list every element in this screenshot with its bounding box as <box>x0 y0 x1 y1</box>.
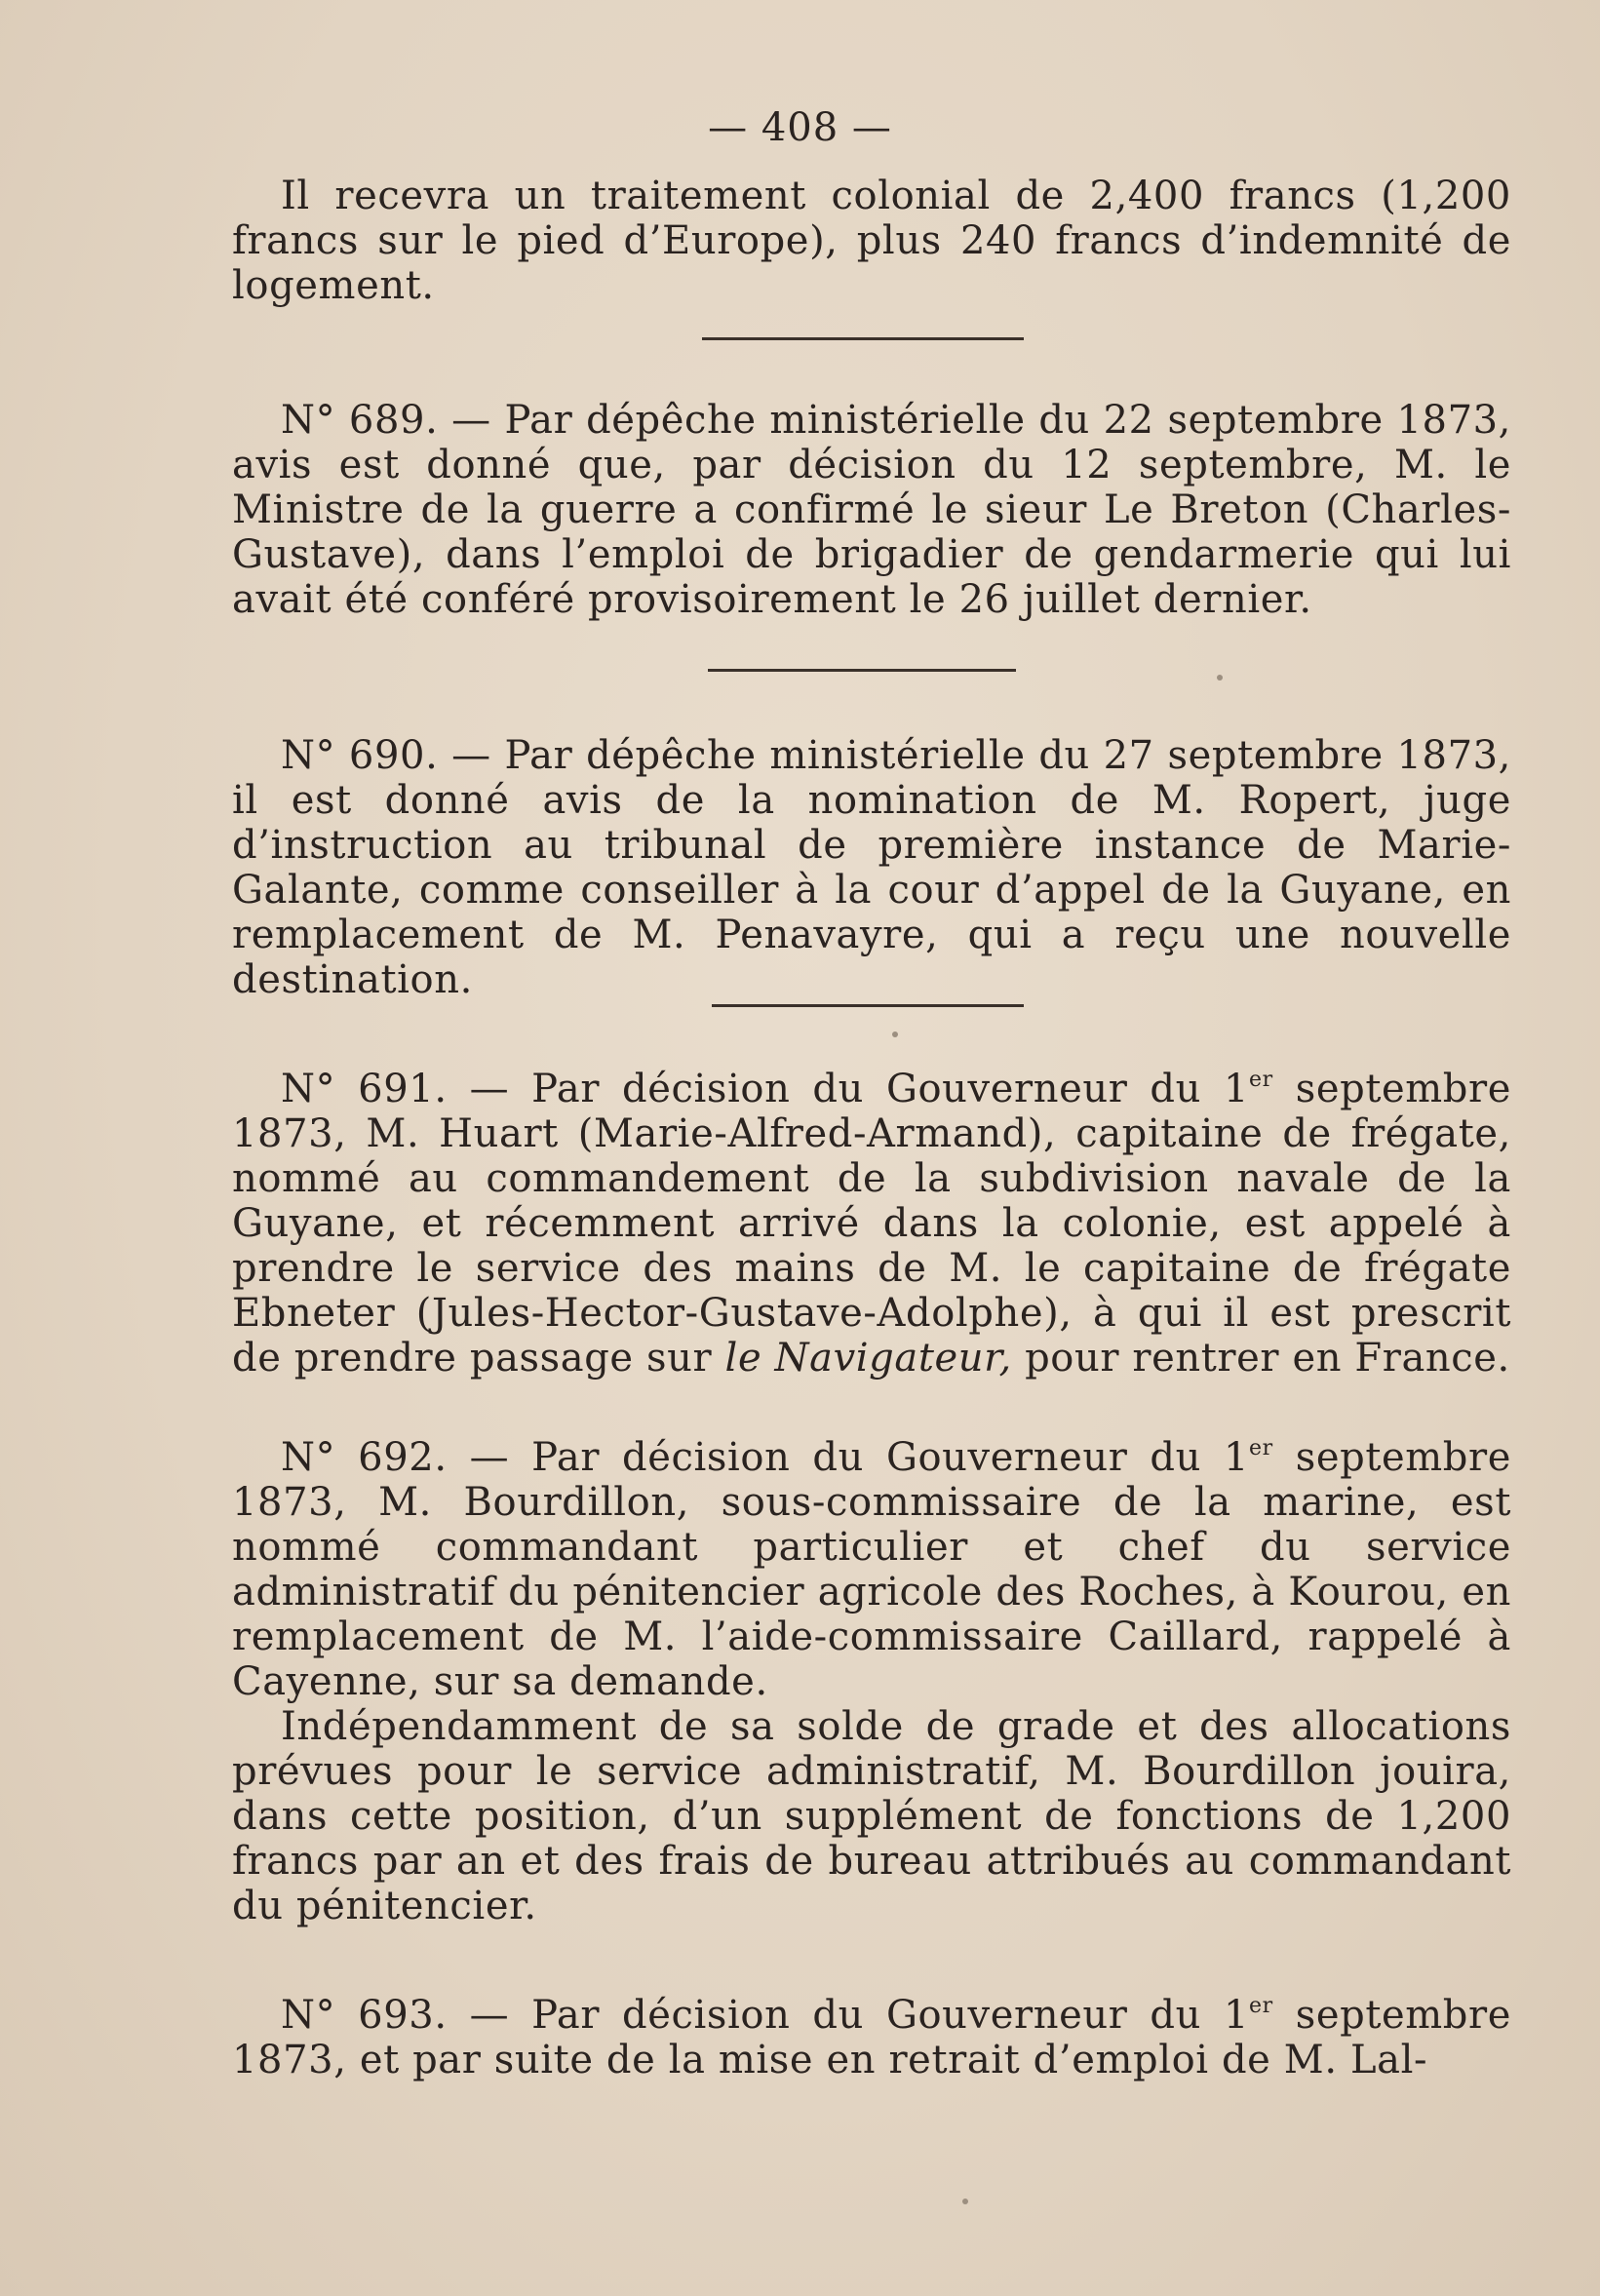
paragraph-689 <box>232 398 1511 622</box>
paragraph-691-lead: N° 691. — Par décision du Gouverneur du 1 <box>281 1067 1249 1111</box>
paragraph-692-lead: N° 692. — Par décision du Gouverneur du 1 <box>281 1435 1249 1480</box>
paragraph-691 <box>232 1067 1511 1381</box>
paragraph-intro <box>232 174 1511 308</box>
paragraph-691-tail: pour rentrer en France. <box>1011 1336 1510 1381</box>
paragraph-intro-text: Il recevra un traitement colonial de 2,400 francs (1,200 francs sur le pied d’Europe), plus 240 francs d’indemnité de logement. <box>232 174 1511 308</box>
paragraph-692-continuation: Indépendamment de sa solde de grade et des allocations prévues pour le service administratif, M. Bourdillon jouira, dans cette position, d’un supplément de fonctions de 1,200 francs par an et des frais de bureau attribués au commandant du pénitencier. <box>232 1704 1511 1928</box>
paper-speck <box>892 1031 898 1037</box>
separator-rule <box>702 337 1024 340</box>
separator-rule <box>708 669 1016 672</box>
paragraph-692-sup: er <box>1249 1436 1273 1460</box>
paragraph-689-text: N° 689. — Par dépêche ministérielle du 22 septembre 1873, avis est donné que, par décision du 12 septembre, M. le Ministre de la guerre a confirmé le sieur Le Breton (Charles-Gustave), dans l’emploi de brigadier de gendarmerie qui lui avait été conféré provisoirement le 26 juillet dernier. <box>232 398 1511 622</box>
paragraph-693-text <box>232 1993 1511 2082</box>
paragraph-692 <box>232 1435 1511 1928</box>
separator-rule <box>712 1004 1024 1007</box>
paragraph-693 <box>232 1993 1511 2082</box>
paragraph-691-sup: er <box>1249 1068 1273 1092</box>
paper-speck <box>962 2199 968 2204</box>
page-number: — 408 — <box>708 105 892 150</box>
paragraph-690 <box>232 733 1511 1002</box>
paragraph-692-text <box>232 1435 1511 1704</box>
paragraph-691-middle: septembre 1873, M. Huart (Marie-Alfred-Armand), capitaine de frégate, nommé au commandement de la subdivision navale de la Guyane, et récemment arrivé dans la colonie, est appelé à prendre le service des mains de M. le capitaine de frégate Ebneter (Jules-Hector-Gustave-Adolphe), à qui il est prescrit de prendre passage sur <box>232 1067 1511 1381</box>
paragraph-692-tail: septembre 1873, M. Bourdillon, sous-commissaire de la marine, est nommé commandant particulier et chef du service administratif du pénitencier agricole des Roches, à Kourou, en remplacement de M. l’aide-commissaire Caillard, rappelé à Cayenne, sur sa demande. <box>232 1435 1511 1704</box>
ship-name: le Navigateur, <box>724 1336 1012 1381</box>
paragraph-691-text <box>232 1067 1511 1381</box>
paragraph-693-sup: er <box>1249 1994 1273 2018</box>
paper-speck <box>1217 675 1223 681</box>
paragraph-693-lead: N° 693. — Par décision du Gouverneur du 1 <box>281 1993 1249 2038</box>
paragraph-690-text: N° 690. — Par dépêche ministérielle du 27 septembre 1873, il est donné avis de la nomination de M. Ropert, juge d’instruction au tribunal de première instance de Marie-Galante, comme conseiller à la cour d’appel de la Guyane, en remplacement de M. Penavayre, qui a reçu une nouvelle destination. <box>232 733 1511 1002</box>
paragraph-693-tail: septembre 1873, et par suite de la mise en retrait d’emploi de M. Lal- <box>232 1993 1511 2082</box>
